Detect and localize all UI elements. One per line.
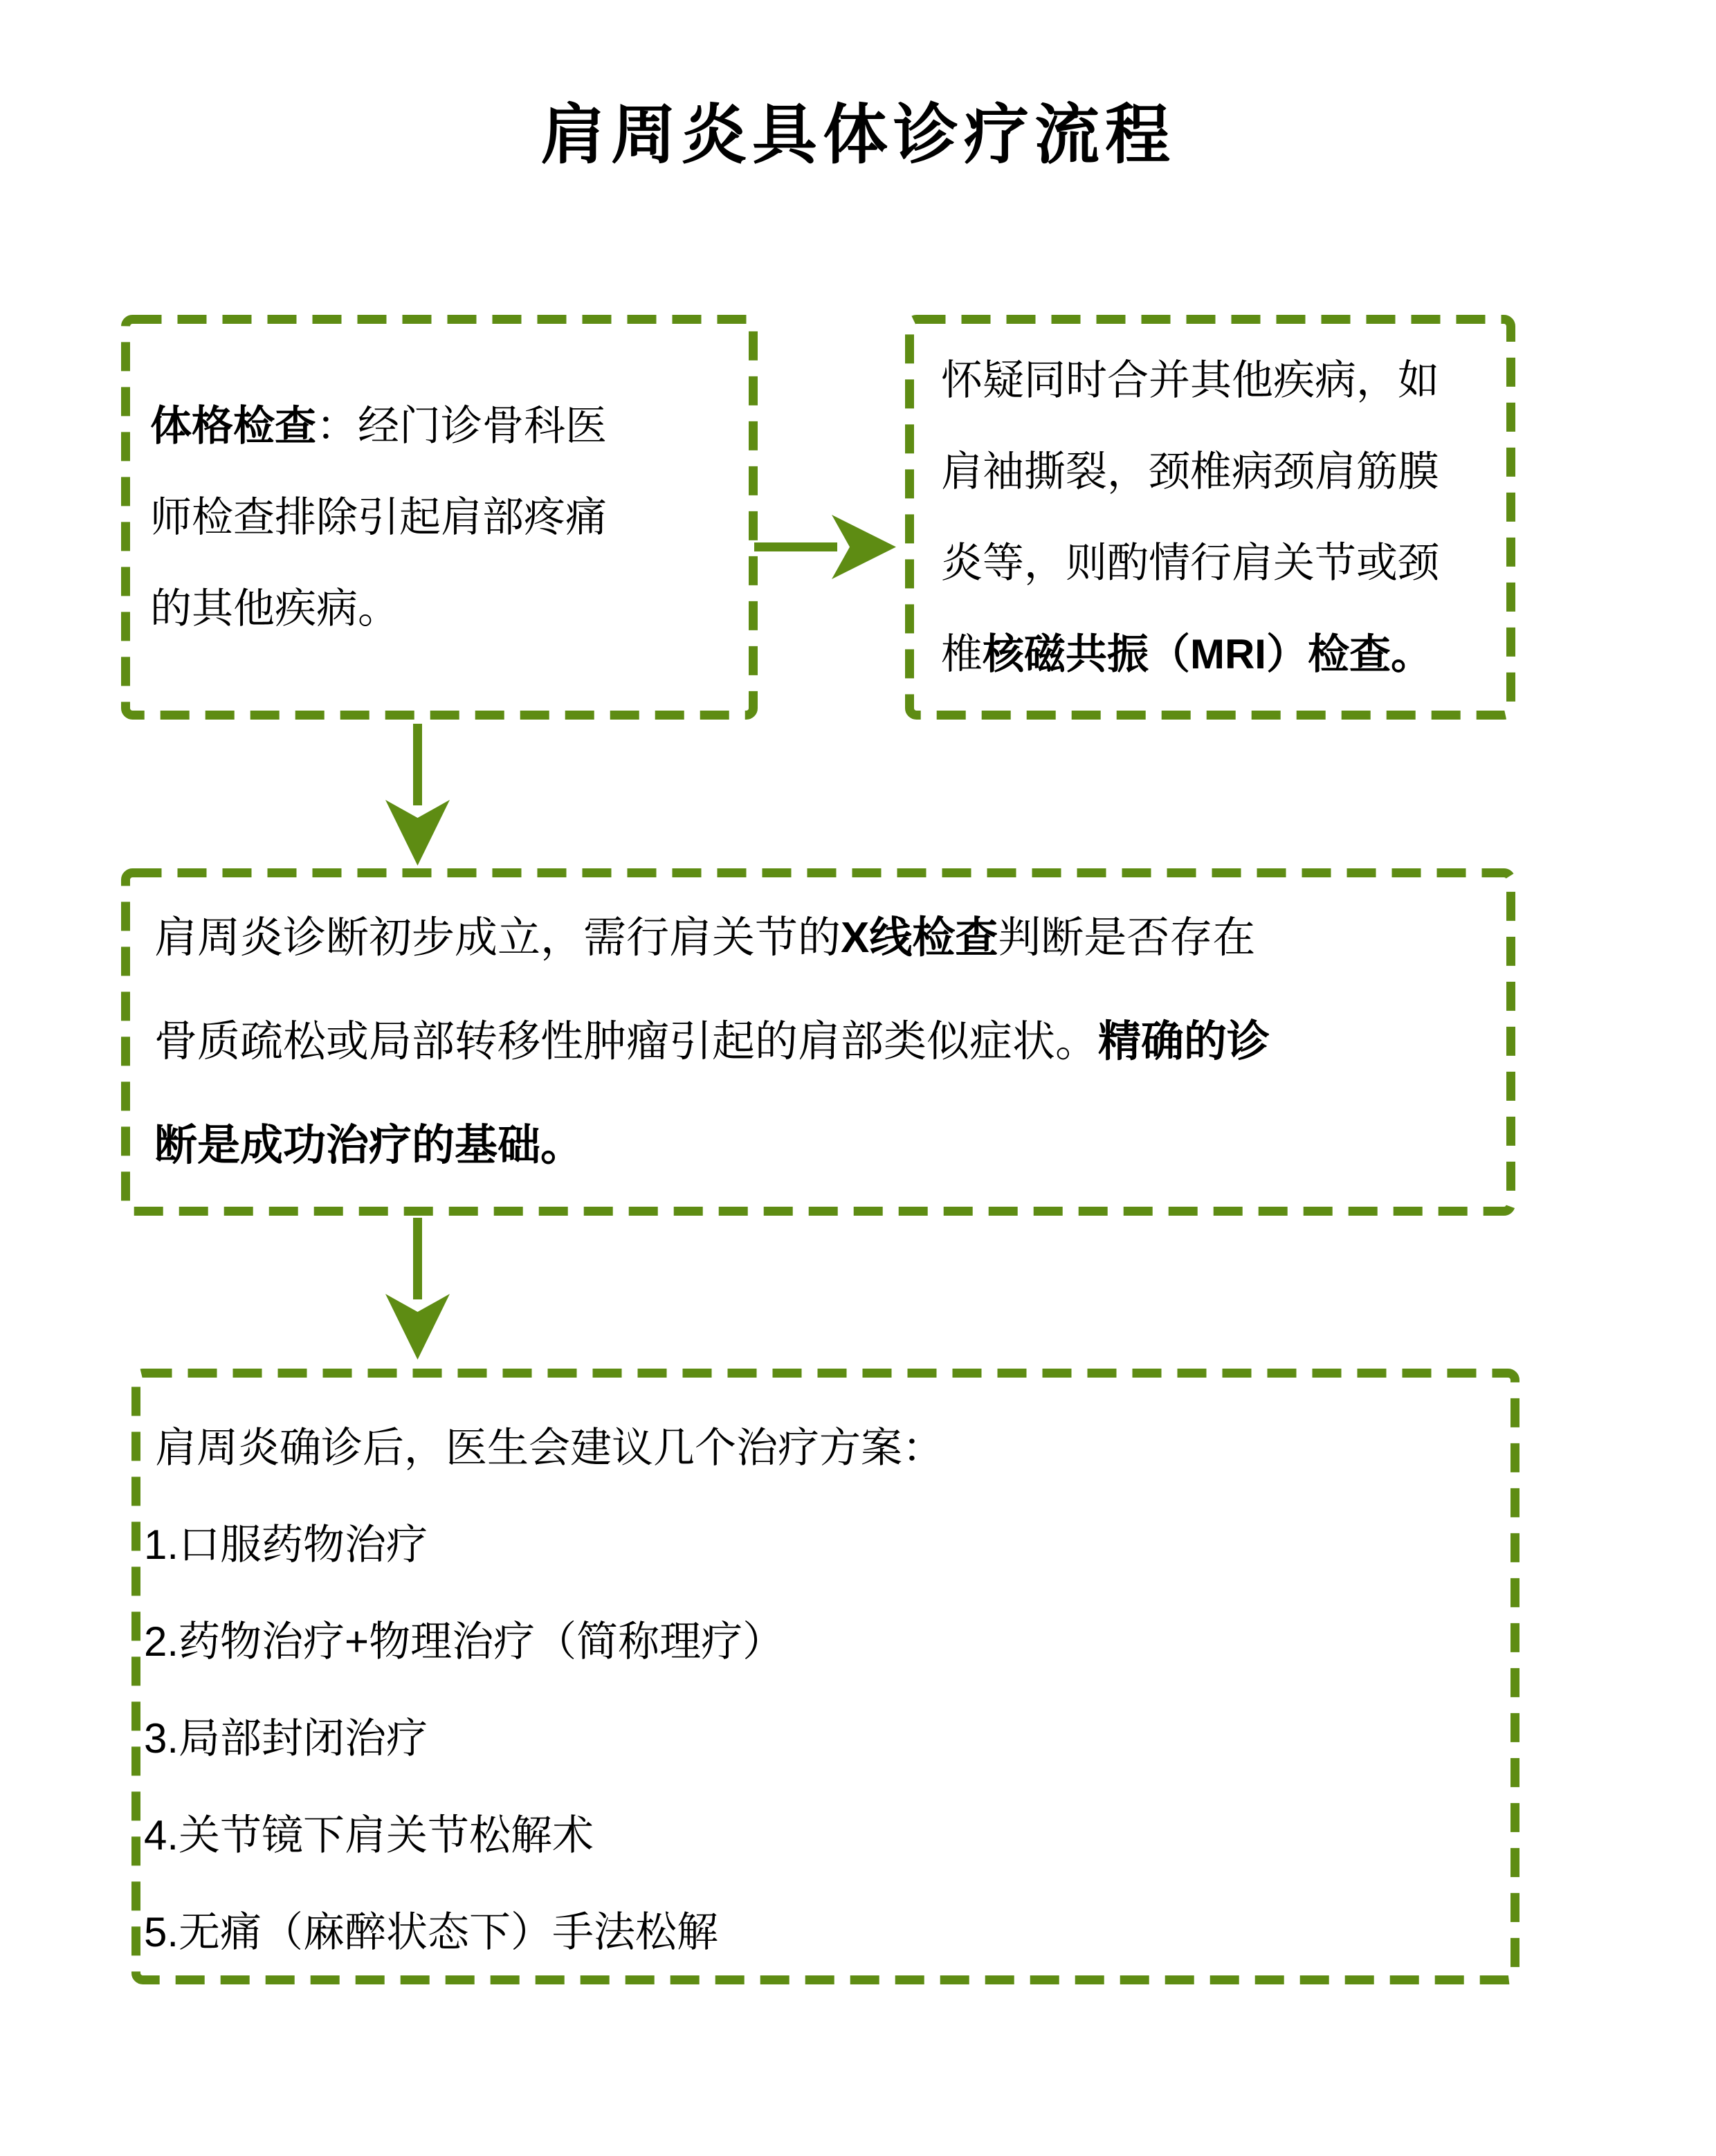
physical-exam-box [121, 315, 758, 720]
physical-exam-text [121, 315, 758, 720]
text-line: 的其他疾病。 [150, 585, 399, 632]
xray-check-text [121, 868, 1515, 1216]
treatment-plan-box [131, 1369, 1519, 1984]
text-line: 骨质疏松或局部转移性肿瘤引起的肩部类似症状。精确的诊 [154, 1018, 1270, 1066]
text-line: 体格检查：经门诊骨科医 [150, 402, 607, 449]
text-line: 肩袖撕裂，颈椎病颈肩筋膜 [941, 448, 1439, 495]
arrow-down-icon [381, 724, 454, 866]
text-line: 1.口服药物治疗 [144, 1522, 428, 1568]
xray-check-box [121, 868, 1515, 1216]
arrow-down-icon [381, 1218, 454, 1360]
text-line: 断是成功治疗的基础。 [154, 1122, 584, 1169]
page-title: 肩周炎具体诊疗流程 [540, 98, 1176, 171]
text-line: 3.局部封闭治疗 [144, 1715, 428, 1762]
arrow-right-icon [754, 511, 900, 583]
text-line: 2.药物治疗+物理治疗（简称理疗） [144, 1618, 785, 1665]
text-line: 肩周炎确诊后，医生会建议几个治疗方案： [155, 1425, 944, 1471]
mri-check-box [905, 315, 1515, 720]
mri-check-text [905, 315, 1515, 720]
text-line: 炎等，则酌情行肩关节或颈 [941, 539, 1439, 586]
text-line: 5.无痛（麻醉状态下）手法松解 [144, 1909, 719, 1955]
text-line: 椎核磁共振（MRI）检查。 [941, 630, 1432, 677]
text-line: 怀疑同时合并其他疾病，如 [941, 356, 1439, 403]
text-line: 4.关节镜下肩关节松解术 [144, 1812, 594, 1858]
text-line: 师检查排除引起肩部疼痛 [150, 493, 607, 540]
text-line: 肩周炎诊断初步成立，需行肩关节的X线检查判断是否存在 [154, 914, 1256, 962]
treatment-plan-text [131, 1369, 1519, 1984]
